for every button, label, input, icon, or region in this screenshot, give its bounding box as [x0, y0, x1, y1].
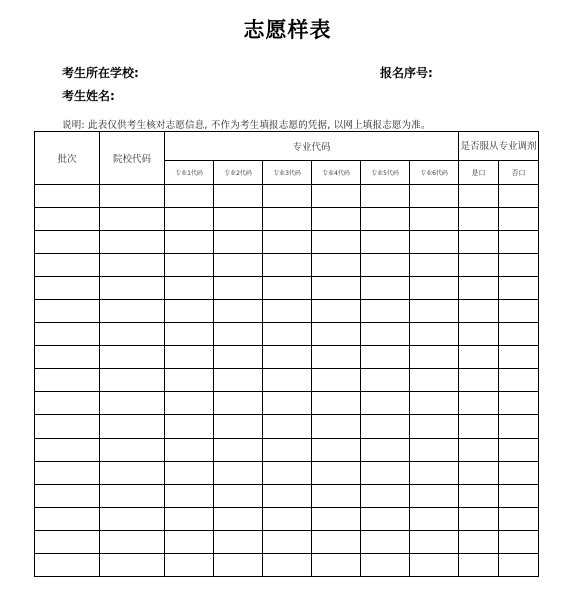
school-code-cell[interactable]	[100, 415, 165, 438]
adjust-no-cell[interactable]	[499, 369, 539, 392]
school-code-cell[interactable]	[100, 438, 165, 461]
school-code-cell[interactable]	[100, 208, 165, 231]
major-4-cell[interactable]	[312, 323, 361, 346]
major-3-cell[interactable]	[263, 438, 312, 461]
major-6-cell[interactable]	[410, 185, 459, 208]
table-row	[35, 346, 539, 369]
major-2-cell[interactable]	[214, 415, 263, 438]
major-2-cell[interactable]	[214, 484, 263, 507]
major-4-cell[interactable]	[312, 369, 361, 392]
table-row	[35, 392, 539, 415]
adjust-yes-cell[interactable]	[459, 185, 499, 208]
adjust-no-cell[interactable]	[499, 208, 539, 231]
major-1-cell[interactable]	[165, 346, 214, 369]
major-2-cell[interactable]	[214, 392, 263, 415]
major-6-cell[interactable]	[410, 415, 459, 438]
adjust-yes-cell[interactable]	[459, 323, 499, 346]
adjust-yes-cell[interactable]	[459, 461, 499, 484]
major-3-cell[interactable]	[263, 461, 312, 484]
major-4-cell[interactable]	[312, 300, 361, 323]
batch-cell[interactable]	[35, 277, 100, 300]
batch-cell[interactable]	[35, 346, 100, 369]
major-5-cell[interactable]	[361, 553, 410, 576]
school-code-cell[interactable]	[100, 231, 165, 254]
table-row	[35, 530, 539, 553]
table-row	[35, 323, 539, 346]
batch-cell[interactable]	[35, 484, 100, 507]
major-2-cell[interactable]	[214, 300, 263, 323]
table-row	[35, 231, 539, 254]
school-label: 考生所在学校:	[62, 66, 139, 80]
adjust-no-cell[interactable]	[499, 254, 539, 277]
major-2-code-header: 专业2代码	[214, 161, 263, 185]
major-3-cell[interactable]	[263, 300, 312, 323]
school-code-header: 院校代码	[100, 132, 165, 185]
major-1-cell[interactable]	[165, 415, 214, 438]
major-3-cell[interactable]	[263, 392, 312, 415]
school-code-cell[interactable]	[100, 553, 165, 576]
adjust-header: 是否服从专业调剂	[459, 132, 539, 161]
batch-cell[interactable]	[35, 208, 100, 231]
batch-cell[interactable]	[35, 323, 100, 346]
major-5-cell[interactable]	[361, 185, 410, 208]
major-2-cell[interactable]	[214, 254, 263, 277]
student-name-label: 考生姓名:	[62, 89, 115, 103]
major-5-cell[interactable]	[361, 231, 410, 254]
adjust-no-cell[interactable]	[499, 507, 539, 530]
table-row	[35, 415, 539, 438]
adjust-no-cell[interactable]	[499, 415, 539, 438]
major-4-cell[interactable]	[312, 507, 361, 530]
major-6-cell[interactable]	[410, 530, 459, 553]
adjust-yes-cell[interactable]	[459, 369, 499, 392]
major-5-cell[interactable]	[361, 323, 410, 346]
batch-cell[interactable]	[35, 369, 100, 392]
major-1-cell[interactable]	[165, 507, 214, 530]
batch-cell[interactable]	[35, 461, 100, 484]
major-5-cell[interactable]	[361, 300, 410, 323]
major-4-cell[interactable]	[312, 277, 361, 300]
school-code-cell[interactable]	[100, 185, 165, 208]
adjust-no-header: 否口	[499, 161, 539, 185]
major-2-cell[interactable]	[214, 438, 263, 461]
batch-header: 批次	[35, 132, 100, 185]
major-3-cell[interactable]	[263, 484, 312, 507]
major-1-cell[interactable]	[165, 553, 214, 576]
adjust-yes-cell[interactable]	[459, 277, 499, 300]
major-2-cell[interactable]	[214, 507, 263, 530]
major-3-cell[interactable]	[263, 530, 312, 553]
batch-cell[interactable]	[35, 553, 100, 576]
major-2-cell[interactable]	[214, 323, 263, 346]
major-5-cell[interactable]	[361, 461, 410, 484]
batch-cell[interactable]	[35, 415, 100, 438]
major-1-cell[interactable]	[165, 461, 214, 484]
school-code-cell[interactable]	[100, 461, 165, 484]
batch-cell[interactable]	[35, 438, 100, 461]
adjust-yes-cell[interactable]	[459, 415, 499, 438]
adjust-yes-cell[interactable]	[459, 392, 499, 415]
adjust-no-cell[interactable]	[499, 392, 539, 415]
major-2-cell[interactable]	[214, 530, 263, 553]
adjust-no-cell[interactable]	[499, 530, 539, 553]
table-row	[35, 438, 539, 461]
major-2-cell[interactable]	[214, 185, 263, 208]
major-4-cell[interactable]	[312, 392, 361, 415]
major-3-cell[interactable]	[263, 553, 312, 576]
adjust-no-cell[interactable]	[499, 185, 539, 208]
adjust-no-cell[interactable]	[499, 553, 539, 576]
school-code-cell[interactable]	[100, 369, 165, 392]
major-6-cell[interactable]	[410, 461, 459, 484]
major-4-code-header: 专业4代码	[312, 161, 361, 185]
major-6-cell[interactable]	[410, 300, 459, 323]
adjust-yes-cell[interactable]	[459, 438, 499, 461]
adjust-no-cell[interactable]	[499, 438, 539, 461]
adjust-no-cell[interactable]	[499, 323, 539, 346]
school-code-cell[interactable]	[100, 507, 165, 530]
major-3-cell[interactable]	[263, 231, 312, 254]
major-code-header: 专业代码	[165, 132, 459, 161]
major-6-cell[interactable]	[410, 254, 459, 277]
adjust-yes-cell[interactable]	[459, 254, 499, 277]
major-6-cell[interactable]	[410, 277, 459, 300]
major-1-cell[interactable]	[165, 300, 214, 323]
major-2-cell[interactable]	[214, 277, 263, 300]
page-title: 志愿样表	[243, 17, 332, 42]
major-6-cell[interactable]	[410, 231, 459, 254]
school-code-cell[interactable]	[100, 277, 165, 300]
school-code-cell[interactable]	[100, 346, 165, 369]
adjust-no-cell[interactable]	[499, 461, 539, 484]
major-4-cell[interactable]	[312, 438, 361, 461]
table-row	[35, 369, 539, 392]
major-6-code-header: 专业6代码	[410, 161, 459, 185]
major-5-cell[interactable]	[361, 254, 410, 277]
batch-cell[interactable]	[35, 185, 100, 208]
major-2-cell[interactable]	[214, 231, 263, 254]
adjust-yes-cell[interactable]	[459, 507, 499, 530]
school-code-cell[interactable]	[100, 300, 165, 323]
batch-cell[interactable]	[35, 507, 100, 530]
major-5-cell[interactable]	[361, 415, 410, 438]
major-3-cell[interactable]	[263, 346, 312, 369]
batch-cell[interactable]	[35, 254, 100, 277]
table-row	[35, 185, 539, 208]
major-3-cell[interactable]	[263, 208, 312, 231]
major-2-cell[interactable]	[214, 461, 263, 484]
major-5-cell[interactable]	[361, 346, 410, 369]
adjust-yes-cell[interactable]	[459, 484, 499, 507]
major-2-cell[interactable]	[214, 369, 263, 392]
adjust-yes-header: 是口	[459, 161, 499, 185]
adjust-no-cell[interactable]	[499, 484, 539, 507]
major-5-code-header: 专业5代码	[361, 161, 410, 185]
instructions-note: 说明: 此表仅供考生核对志愿信息, 不作为考生填报志愿的凭据, 以网上填报志愿为准。	[62, 120, 431, 131]
major-6-cell[interactable]	[410, 369, 459, 392]
major-6-cell[interactable]	[410, 323, 459, 346]
table-row	[35, 484, 539, 507]
major-5-cell[interactable]	[361, 392, 410, 415]
registration-number-label: 报名序号:	[380, 66, 433, 80]
major-1-cell[interactable]	[165, 369, 214, 392]
major-6-cell[interactable]	[410, 507, 459, 530]
adjust-no-cell[interactable]	[499, 277, 539, 300]
table-row	[35, 208, 539, 231]
major-1-code-header: 专业1代码	[165, 161, 214, 185]
major-6-cell[interactable]	[410, 392, 459, 415]
major-4-cell[interactable]	[312, 530, 361, 553]
major-5-cell[interactable]	[361, 530, 410, 553]
major-3-cell[interactable]	[263, 323, 312, 346]
major-6-cell[interactable]	[410, 346, 459, 369]
major-1-cell[interactable]	[165, 208, 214, 231]
major-4-cell[interactable]	[312, 484, 361, 507]
major-1-cell[interactable]	[165, 392, 214, 415]
major-4-cell[interactable]	[312, 231, 361, 254]
major-1-cell[interactable]	[165, 438, 214, 461]
adjust-no-cell[interactable]	[499, 231, 539, 254]
major-4-cell[interactable]	[312, 185, 361, 208]
major-2-cell[interactable]	[214, 553, 263, 576]
school-code-cell[interactable]	[100, 484, 165, 507]
major-5-cell[interactable]	[361, 208, 410, 231]
application-form-table	[34, 131, 539, 577]
major-4-cell[interactable]	[312, 346, 361, 369]
table-row	[35, 300, 539, 323]
adjust-yes-cell[interactable]	[459, 346, 499, 369]
major-6-cell[interactable]	[410, 553, 459, 576]
major-4-cell[interactable]	[312, 415, 361, 438]
adjust-yes-cell[interactable]	[459, 300, 499, 323]
major-5-cell[interactable]	[361, 507, 410, 530]
school-code-cell[interactable]	[100, 254, 165, 277]
school-code-cell[interactable]	[100, 323, 165, 346]
major-3-code-header: 专业3代码	[263, 161, 312, 185]
major-5-cell[interactable]	[361, 277, 410, 300]
major-1-cell[interactable]	[165, 231, 214, 254]
major-1-cell[interactable]	[165, 277, 214, 300]
batch-cell[interactable]	[35, 231, 100, 254]
school-code-cell[interactable]	[100, 530, 165, 553]
major-4-cell[interactable]	[312, 208, 361, 231]
school-code-cell[interactable]	[100, 392, 165, 415]
major-1-cell[interactable]	[165, 185, 214, 208]
adjust-no-cell[interactable]	[499, 346, 539, 369]
table-row	[35, 507, 539, 530]
major-1-cell[interactable]	[165, 323, 214, 346]
adjust-yes-cell[interactable]	[459, 530, 499, 553]
major-4-cell[interactable]	[312, 553, 361, 576]
major-5-cell[interactable]	[361, 369, 410, 392]
adjust-yes-cell[interactable]	[459, 231, 499, 254]
major-1-cell[interactable]	[165, 484, 214, 507]
major-1-cell[interactable]	[165, 530, 214, 553]
major-3-cell[interactable]	[263, 185, 312, 208]
table-row	[35, 461, 539, 484]
adjust-yes-cell[interactable]	[459, 208, 499, 231]
table-row	[35, 277, 539, 300]
major-6-cell[interactable]	[410, 208, 459, 231]
major-6-cell[interactable]	[410, 438, 459, 461]
table-row	[35, 254, 539, 277]
header-row	[35, 132, 539, 161]
adjust-no-cell[interactable]	[499, 300, 539, 323]
major-5-cell[interactable]	[361, 484, 410, 507]
major-2-cell[interactable]	[214, 208, 263, 231]
major-1-cell[interactable]	[165, 254, 214, 277]
major-3-cell[interactable]	[263, 254, 312, 277]
major-3-cell[interactable]	[263, 369, 312, 392]
major-5-cell[interactable]	[361, 438, 410, 461]
batch-cell[interactable]	[35, 300, 100, 323]
major-3-cell[interactable]	[263, 277, 312, 300]
adjust-yes-cell[interactable]	[459, 553, 499, 576]
major-3-cell[interactable]	[263, 507, 312, 530]
batch-cell[interactable]	[35, 530, 100, 553]
major-2-cell[interactable]	[214, 346, 263, 369]
table-row	[35, 553, 539, 576]
major-3-cell[interactable]	[263, 415, 312, 438]
major-6-cell[interactable]	[410, 484, 459, 507]
major-4-cell[interactable]	[312, 461, 361, 484]
batch-cell[interactable]	[35, 392, 100, 415]
major-4-cell[interactable]	[312, 254, 361, 277]
